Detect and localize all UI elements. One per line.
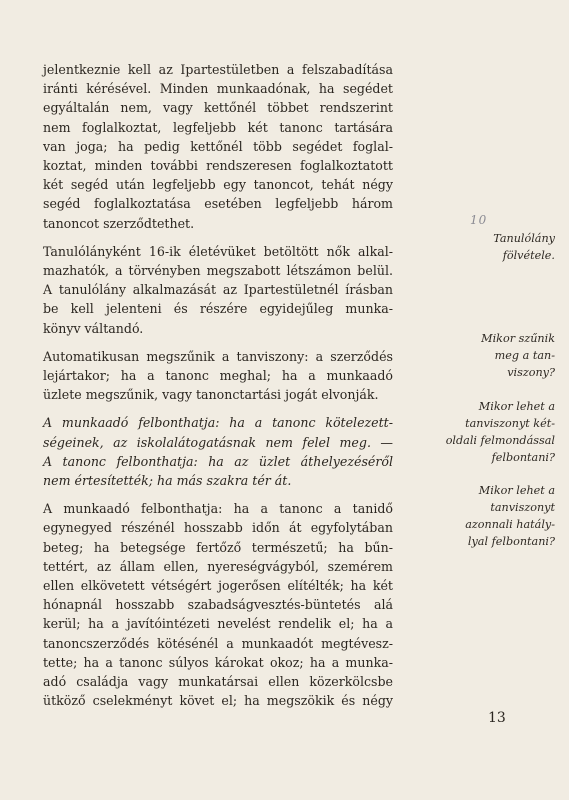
- margin-note-line: Mikor lehet a: [478, 484, 555, 497]
- margin-note-line: azonnali hatály-: [465, 518, 555, 531]
- text-line: mazhatók, a törvényben megszabott létszámon belül.: [43, 263, 393, 279]
- text-line: adó családja vagy munkatársai ellen közerkölcsbe: [43, 674, 393, 690]
- margin-note-line: tanviszonyt: [490, 501, 555, 514]
- main-text-column: [43, 60, 393, 720]
- text-line: A munkaadó felbonthatja: ha a tanonc kötelezett-: [43, 415, 393, 431]
- text-line: A tanonc felbonthatja: ha az üzlet áthelyezéséről: [43, 453, 393, 469]
- paragraph-termination-automatic: [43, 347, 393, 405]
- margin-note-line: lyal felbontani?: [467, 535, 555, 548]
- margin-note-line: Tanulólány: [493, 232, 555, 245]
- margin-note-line: fölvétele.: [502, 249, 555, 262]
- paragraph-apprentice-rules: [43, 60, 393, 233]
- text-line: két segéd után legfeljebb egy tanoncot, tehát négy: [43, 177, 393, 193]
- margin-note-line: meg a tan-: [494, 349, 555, 362]
- text-line: ütköző cselekményt követ el; ha megszökik és négy: [43, 693, 393, 709]
- text-line: A tanulólány alkalmazását az Ipartestületnél írásban: [43, 282, 393, 298]
- text-line: be kell jelenteni és részére egyidejűleg munka-: [43, 301, 393, 317]
- text-line: Automatikusan megszűnik a tanviszony: a szerződés: [43, 348, 393, 364]
- text-line: tettért, az állam ellen, nyereségvágyból, szemérem: [43, 558, 393, 574]
- text-line: tanoncszerződés kötésénél a munkaadót megtévesz-: [43, 635, 393, 651]
- text-line: jelentkeznie kell az Ipartestületben a felszabadítása: [43, 62, 393, 77]
- text-line: tanoncot szerződtethet.: [43, 215, 195, 231]
- paragraph-termination-immediate: [43, 499, 393, 710]
- margin-note-line: viszony?: [507, 366, 555, 379]
- paragraph-termination-mutual: [43, 413, 393, 490]
- text-line: egyáltalán nem, vagy kettőnél többet rendszerint: [43, 100, 393, 116]
- text-line: segéd foglalkoztatása esetében legfeljebb három: [43, 196, 393, 212]
- margin-note-line: oldali felmondással: [445, 434, 555, 447]
- text-line: van joga; ha pedig kettőnél több segédet foglal-: [43, 138, 393, 154]
- text-line: egynegyed részénél hosszabb időn át egyfolytában: [43, 520, 393, 536]
- text-line: kerül; ha a javítóintézeti nevelést rendelik el; ha a: [43, 616, 393, 632]
- margin-note-line: Mikor lehet a: [478, 400, 555, 413]
- text-line: A munkaadó felbonthatja: ha a tanonc a tanidő: [43, 501, 393, 517]
- text-line: lejártakor; ha a tanonc meghal; ha a munkaadó: [43, 368, 393, 384]
- text-line: üzlete megszűnik, vagy tanonctartási jogát elvonják.: [43, 387, 379, 403]
- text-line: tette; ha a tanonc súlyos károkat okoz; ha a munka-: [43, 654, 393, 670]
- margin-note-line: Mikor szűnik: [481, 332, 555, 345]
- margin-note-termination: [405, 330, 555, 381]
- margin-note-female-apprentice: [405, 230, 555, 264]
- paragraph-female-apprentice: [43, 242, 393, 338]
- margin-note-line: tanviszonyt két-: [465, 417, 555, 430]
- text-line: koztat, minden további rendszeresen foglalkoztatott: [43, 158, 393, 174]
- text-line: Tanulólányként 16-ik életévüket betöltött nők alkal-: [43, 243, 393, 259]
- text-line: ellen elkövetett vétségért jogerősen elítélték; ha két: [43, 578, 393, 594]
- handwritten-mark: 10: [470, 213, 488, 227]
- margin-note-line: felbontani?: [491, 451, 555, 464]
- text-line: nem foglalkoztat, legfeljebb két tanonc tartására: [43, 119, 393, 135]
- text-line: nem értesítették; ha más szakra tér át.: [43, 473, 292, 489]
- text-line: ségeinek, az iskolalátogatásnak nem felel meg. —: [43, 434, 393, 450]
- text-line: iránti kérésével. Minden munkaadónak, ha segédet: [43, 81, 393, 97]
- page-number: 13: [488, 710, 506, 726]
- margin-note-immediate-termination: [405, 482, 555, 550]
- text-line: könyv váltandó.: [43, 320, 144, 336]
- text-line: beteg; ha betegsége fertőző természetű; ha bűn-: [43, 539, 393, 555]
- margin-note-mutual-termination: [405, 398, 555, 466]
- text-line: hónapnál hosszabb szabadságvesztés-büntetés alá: [43, 597, 393, 613]
